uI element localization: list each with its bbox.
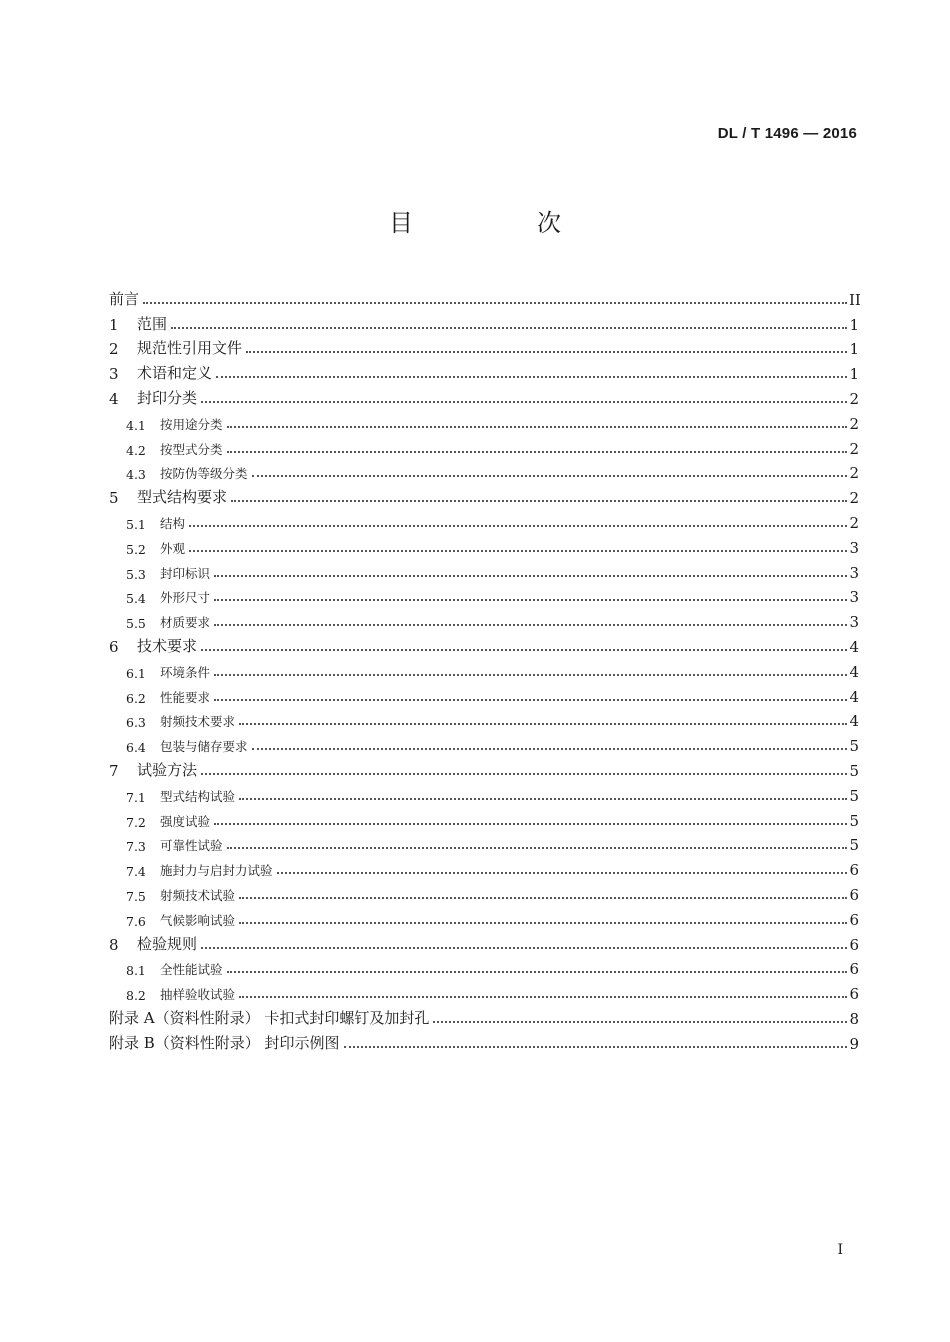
toc-entry[interactable] (109, 681, 859, 706)
toc-entry-number: 6.2 (126, 690, 146, 706)
toc-entry-page: 5 (849, 737, 859, 756)
toc-entry-page: 6 (849, 960, 859, 979)
toc-entry-label: 附录 A（资料性附录） 卡扣式封印螺钉及加封孔 (109, 1008, 430, 1027)
toc-entry[interactable] (109, 780, 859, 805)
dot-leader (252, 475, 847, 477)
toc-entry-page: 3 (849, 563, 859, 582)
dot-leader (239, 798, 847, 800)
dot-leader (143, 302, 847, 304)
toc-entry-number: 4 (109, 389, 119, 408)
dot-leader (189, 525, 847, 527)
toc-entry-number: 3 (109, 365, 119, 384)
toc-entry-number: 5.5 (126, 616, 146, 632)
toc-entry[interactable] (109, 309, 859, 334)
toc-entry-page: 3 (849, 538, 859, 557)
toc-entry-page: 5 (849, 761, 859, 780)
toc-entry-label: 规范性引用文件 (137, 339, 243, 358)
toc-entry[interactable] (109, 507, 859, 532)
toc-entry-page: 3 (849, 613, 859, 632)
toc-entry[interactable] (109, 532, 859, 557)
toc-entry[interactable] (109, 805, 859, 830)
toc-entry[interactable] (109, 954, 859, 979)
dot-leader (239, 996, 847, 998)
toc-entry-page: 6 (849, 935, 859, 954)
dot-leader (239, 897, 847, 899)
dot-leader (201, 773, 847, 775)
toc-entry-label: 外观 (160, 540, 186, 556)
toc-entry-page: II (849, 290, 861, 309)
toc-entry-label: 技术要求 (137, 636, 198, 655)
dot-leader (227, 971, 847, 973)
toc-entry[interactable] (109, 433, 859, 458)
dot-leader (277, 872, 847, 874)
toc-entry-page: 6 (849, 861, 859, 880)
toc-entry-page: 1 (849, 365, 859, 384)
toc-entry-number: 5.3 (126, 566, 146, 582)
toc-entry[interactable] (109, 631, 859, 656)
toc-entry-label: 按防伪等级分类 (160, 466, 248, 482)
toc-entry-label: 附录 B（资料性附录） 封印示例图 (109, 1033, 340, 1052)
dot-leader (171, 327, 847, 329)
toc-entry-label: 型式结构要求 (137, 488, 228, 507)
toc-entry-label: 气候影响试验 (160, 912, 236, 928)
toc-entry-number: 7.1 (126, 789, 146, 805)
toc-entry-page: 1 (849, 340, 859, 359)
dot-leader (214, 624, 847, 626)
toc-entry-page: 5 (849, 836, 859, 855)
dot-leader (201, 947, 847, 949)
dot-leader (344, 1046, 847, 1048)
toc-entry[interactable] (109, 408, 859, 433)
toc-entry-label: 环境条件 (160, 664, 211, 680)
toc-entry[interactable] (109, 730, 859, 755)
toc-entry-label: 试验方法 (137, 760, 198, 779)
toc-entry-number: 7.4 (126, 864, 146, 880)
toc-entry-label: 按型式分类 (160, 441, 223, 457)
toc-entry-page: 8 (849, 1009, 859, 1028)
toc-entry-label: 术语和定义 (137, 364, 213, 383)
toc-entry-number: 7.5 (126, 888, 146, 904)
toc-entry-label: 性能要求 (160, 689, 211, 705)
toc-entry-number: 7.2 (126, 814, 146, 830)
toc-entry-number: 8.2 (126, 988, 146, 1004)
toc-entry-number: 5 (109, 489, 119, 508)
toc-entry-page: 6 (849, 910, 859, 929)
toc-entry-number: 4.2 (126, 442, 146, 458)
toc-entry-number: 7 (109, 761, 119, 780)
toc-entry-label: 封印标识 (160, 565, 211, 581)
toc-entry-number: 8.1 (126, 963, 146, 979)
dot-leader (433, 1021, 847, 1023)
toc-entry-number: 6.4 (126, 740, 146, 756)
dot-leader (214, 699, 847, 701)
toc-entry[interactable] (109, 358, 859, 383)
toc-entry-label: 按用途分类 (160, 416, 223, 432)
toc-entry-page: 2 (849, 513, 859, 532)
toc-entry-label: 全性能试验 (160, 962, 223, 978)
toc-entry-label: 前言 (109, 289, 140, 308)
toc-entry-number: 8 (109, 935, 119, 954)
toc-entry[interactable] (109, 830, 859, 855)
toc-entry-label: 强度试验 (160, 813, 211, 829)
toc-entry-label: 范围 (137, 314, 168, 333)
dot-leader (201, 401, 847, 403)
toc-entry[interactable] (109, 978, 859, 1003)
dot-leader (201, 649, 847, 651)
toc-entry-page: 4 (849, 637, 859, 656)
toc-entry-number: 5.1 (126, 516, 146, 532)
dot-leader (214, 599, 847, 601)
toc-entry-number: 7.3 (126, 839, 146, 855)
dot-leader (239, 723, 847, 725)
toc-entry-number: 7.6 (126, 913, 146, 929)
toc-entry-label: 施封力与启封力试验 (160, 863, 273, 879)
toc-entry-number: 6.3 (126, 715, 146, 731)
dot-leader (239, 922, 847, 924)
toc-entry[interactable] (109, 383, 859, 408)
toc-entry-page: 2 (849, 464, 859, 483)
toc-entry-page: 5 (849, 811, 859, 830)
toc-entry-number: 5.2 (126, 541, 146, 557)
toc-entry-page: 2 (849, 414, 859, 433)
toc-entry-page: 3 (849, 588, 859, 607)
toc-entry-label: 检验规则 (137, 934, 198, 953)
dot-leader (227, 847, 847, 849)
dot-leader (252, 748, 847, 750)
toc-entry-label: 可靠性试验 (160, 838, 223, 854)
toc-entry-number: 2 (109, 340, 119, 359)
dot-leader (214, 823, 847, 825)
toc-entry[interactable] (109, 854, 859, 879)
toc-entry[interactable] (109, 755, 859, 780)
dot-leader (214, 674, 847, 676)
toc-entry[interactable] (109, 334, 859, 359)
toc-entry-page: 1 (849, 315, 859, 334)
toc-entry-page: 9 (849, 1034, 859, 1053)
toc-entry-label: 抽样验收试验 (160, 987, 236, 1003)
toc-entry-page: 2 (849, 389, 859, 408)
toc-entry[interactable] (109, 482, 859, 507)
dot-leader (189, 550, 847, 552)
toc-entry-label: 材质要求 (160, 615, 211, 631)
toc-entry[interactable] (109, 557, 859, 582)
toc-entry[interactable] (109, 582, 859, 607)
dot-leader (246, 351, 847, 353)
toc-entry[interactable] (109, 1028, 859, 1053)
toc-entry[interactable] (109, 606, 859, 631)
toc-entry-number: 1 (109, 315, 119, 334)
toc-entry[interactable] (109, 904, 859, 929)
dot-leader (227, 451, 847, 453)
toc-entry-label: 外形尺寸 (160, 590, 211, 606)
toc-entry-page: 4 (849, 712, 859, 731)
toc-entry-page: 2 (849, 489, 859, 508)
page-number: I (837, 1242, 843, 1258)
toc-entry[interactable] (109, 656, 859, 681)
toc-entry[interactable] (109, 458, 859, 483)
toc-entry-number: 6 (109, 637, 119, 656)
toc-entry-number: 5.4 (126, 591, 146, 607)
toc-entry[interactable] (109, 284, 859, 309)
toc-entry[interactable] (109, 1003, 859, 1028)
toc-entry-page: 2 (849, 439, 859, 458)
toc-entry[interactable] (109, 929, 859, 954)
dot-leader (227, 426, 847, 428)
toc-entry[interactable] (109, 879, 859, 904)
dot-leader (214, 575, 847, 577)
toc-entry-number: 6.1 (126, 665, 146, 681)
toc-entry-page: 5 (849, 786, 859, 805)
toc-entry[interactable] (109, 706, 859, 731)
table-of-contents (109, 284, 859, 1053)
toc-entry-page: 6 (849, 885, 859, 904)
toc-entry-page: 4 (849, 687, 859, 706)
toc-entry-label: 结构 (160, 515, 186, 531)
toc-entry-number: 4.3 (126, 467, 146, 483)
toc-entry-label: 射频技术要求 (160, 714, 236, 730)
dot-leader (231, 500, 847, 502)
toc-entry-label: 射频技术试验 (160, 887, 236, 903)
dot-leader (216, 376, 847, 378)
toc-entry-page: 4 (849, 662, 859, 681)
toc-entry-label: 型式结构试验 (160, 788, 236, 804)
document-code: DL / T 1496 — 2016 (717, 125, 857, 142)
toc-entry-number: 4.1 (126, 417, 146, 433)
toc-entry-page: 6 (849, 985, 859, 1004)
toc-entry-label: 包装与储存要求 (160, 739, 248, 755)
page-title: 目 次 (389, 209, 611, 237)
toc-entry-label: 封印分类 (137, 388, 198, 407)
